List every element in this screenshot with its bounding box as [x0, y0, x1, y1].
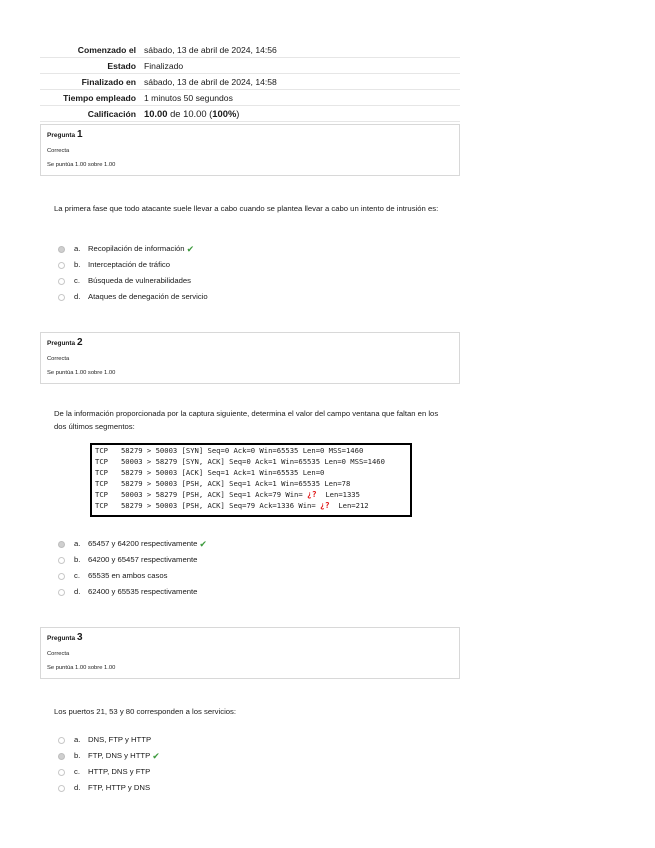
question-number: [47, 632, 453, 644]
capture-row: TCP 50003 > 58279 [SYN, ACK] Seq=0 Ack=1 Win=65535 Len=0 MSS=1460: [95, 457, 385, 466]
answer-letter: b.: [74, 751, 81, 760]
answer-option[interactable]: [58, 552, 438, 568]
answer-text: Búsqueda de vulnerabilidades: [88, 276, 192, 285]
answer-letter: c.: [74, 571, 80, 580]
summary-row: [40, 42, 460, 58]
question-status: Correcta: [47, 651, 70, 657]
question-text-3: Los puertos 21, 53 y 80 corresponden a los servicios:: [54, 707, 237, 716]
capture-row: TCP 58279 > 50003 [SYN] Seq=0 Ack=0 Win=65535 Len=0 MSS=1460: [95, 446, 364, 455]
summary-label: Comenzado el: [40, 42, 140, 58]
question-info-2: [40, 332, 460, 384]
question-mark: Se puntúa 1.00 sobre 1.00: [47, 162, 116, 168]
answer-option[interactable]: [58, 748, 438, 764]
question-text-2: De la información proporcionada por la captura siguiente, determina el valor del campo ventana que faltan en los dos últimos segmentos:: [54, 409, 439, 431]
check-icon: ✔: [199, 539, 207, 549]
answer-text: HTTP, DNS y FTP: [88, 767, 151, 776]
answer-option[interactable]: [58, 780, 438, 796]
answer-text: 64200 y 65457 respectivamente: [88, 555, 198, 564]
question-prefix: Pregunta: [47, 340, 76, 347]
question-info-1: [40, 124, 460, 176]
capture-row: TCP 58279 > 50003 [PSH, ACK] Seq=1 Ack=1 Win=65535 Len=78: [95, 479, 351, 488]
question-status: Correcta: [47, 148, 70, 154]
summary-label: Estado: [40, 58, 140, 74]
radio-icon[interactable]: [58, 769, 65, 776]
answer-text: Recopilación de información: [88, 244, 185, 253]
answer-option[interactable]: [58, 568, 438, 584]
missing-window-mark: ¿?: [320, 501, 330, 510]
question-mark: Se puntúa 1.00 sobre 1.00: [47, 665, 116, 671]
answer-option[interactable]: [58, 584, 438, 600]
answer-list-2: [58, 536, 438, 600]
answer-option[interactable]: [58, 241, 438, 257]
grade-percent: 100%: [212, 108, 237, 119]
answer-option[interactable]: [58, 732, 438, 748]
question-number-value: 3: [76, 632, 83, 643]
answer-list-1: [58, 241, 438, 305]
answer-option[interactable]: [58, 536, 438, 552]
check-icon: ✔: [152, 751, 160, 761]
question-info-3: [40, 627, 460, 679]
grade-value: [140, 106, 460, 122]
question-number-value: 2: [76, 337, 83, 348]
summary-row: [40, 58, 460, 74]
radio-icon[interactable]: [58, 262, 65, 269]
summary-value: 1 minutos 50 segundos: [140, 90, 460, 106]
capture-row: [92, 500, 410, 511]
summary-value: Finalizado: [140, 58, 460, 74]
question-prefix: Pregunta: [47, 132, 76, 139]
answer-text: Interceptación de tráfico: [88, 260, 171, 269]
radio-icon[interactable]: [58, 278, 65, 285]
answer-option[interactable]: [58, 764, 438, 780]
radio-icon[interactable]: [58, 294, 65, 301]
capture-row-tail: Len=212: [329, 501, 369, 510]
answer-text: Ataques de denegación de servicio: [88, 292, 208, 301]
capture-row: [92, 489, 410, 500]
answer-text: FTP, DNS y HTTP: [88, 751, 151, 760]
answer-letter: b.: [74, 555, 81, 564]
answer-letter: d.: [74, 292, 81, 301]
question-text-1: La primera fase que todo atacante suele llevar a cabo cuando se plantea llevar a cabo un intento de intrusión es:: [54, 204, 439, 213]
attempt-summary: [40, 42, 460, 122]
capture-row: TCP 58279 > 50003 [ACK] Seq=1 Ack=1 Win=65535 Len=0: [95, 468, 325, 477]
answer-letter: a.: [74, 539, 81, 548]
summary-row: [40, 90, 460, 106]
answer-text: FTP, HTTP y DNS: [88, 783, 151, 792]
summary-label: Finalizado en: [40, 74, 140, 90]
capture-row-text: TCP 50003 > 58279 [PSH, ACK] Seq=1 Ack=79 Win=: [95, 490, 308, 499]
grade-total: de 10.00 (: [167, 108, 213, 119]
radio-icon[interactable]: [58, 557, 65, 564]
radio-icon[interactable]: [58, 246, 65, 253]
summary-label: Calificación: [40, 106, 140, 122]
answer-letter: d.: [74, 587, 81, 596]
answer-text: 65457 y 64200 respectivamente: [88, 539, 198, 548]
radio-icon[interactable]: [58, 737, 65, 744]
question-number: [47, 129, 453, 141]
answer-text: DNS, FTP y HTTP: [88, 735, 152, 744]
answer-letter: a.: [74, 735, 81, 744]
radio-icon[interactable]: [58, 573, 65, 580]
question-number: [47, 337, 453, 349]
capture-row-tail: Len=1335: [316, 490, 360, 499]
question-status: Correcta: [47, 356, 70, 362]
summary-row-grade: [40, 106, 460, 122]
answer-letter: a.: [74, 244, 81, 253]
answer-option[interactable]: [58, 289, 438, 305]
summary-value: sábado, 13 de abril de 2024, 14:56: [140, 42, 460, 58]
answer-letter: c.: [74, 276, 80, 285]
answer-letter: c.: [74, 767, 80, 776]
answer-letter: b.: [74, 260, 81, 269]
capture-row-text: TCP 58279 > 50003 [PSH, ACK] Seq=79 Ack=1336 Win=: [95, 501, 321, 510]
question-mark: Se puntúa 1.00 sobre 1.00: [47, 370, 116, 376]
summary-row: [40, 74, 460, 90]
packet-capture-image: [90, 443, 412, 517]
answer-option[interactable]: [58, 257, 438, 273]
radio-icon[interactable]: [58, 589, 65, 596]
missing-window-mark: ¿?: [307, 490, 317, 499]
answer-option[interactable]: [58, 273, 438, 289]
radio-icon[interactable]: [58, 785, 65, 792]
answer-letter: d.: [74, 783, 81, 792]
radio-icon[interactable]: [58, 541, 65, 548]
question-number-value: 1: [76, 129, 83, 140]
check-icon: ✔: [186, 244, 195, 254]
answer-text: 65535 en ambos casos: [88, 571, 168, 580]
grade-close: ): [236, 108, 240, 119]
answer-list-3: [58, 732, 438, 796]
grade-score: 10.00: [144, 108, 168, 119]
summary-label: Tiempo empleado: [40, 90, 140, 106]
summary-value: sábado, 13 de abril de 2024, 14:58: [140, 74, 460, 90]
question-prefix: Pregunta: [47, 635, 76, 642]
radio-icon[interactable]: [58, 753, 65, 760]
answer-text: 62400 y 65535 respectivamente: [88, 587, 198, 596]
